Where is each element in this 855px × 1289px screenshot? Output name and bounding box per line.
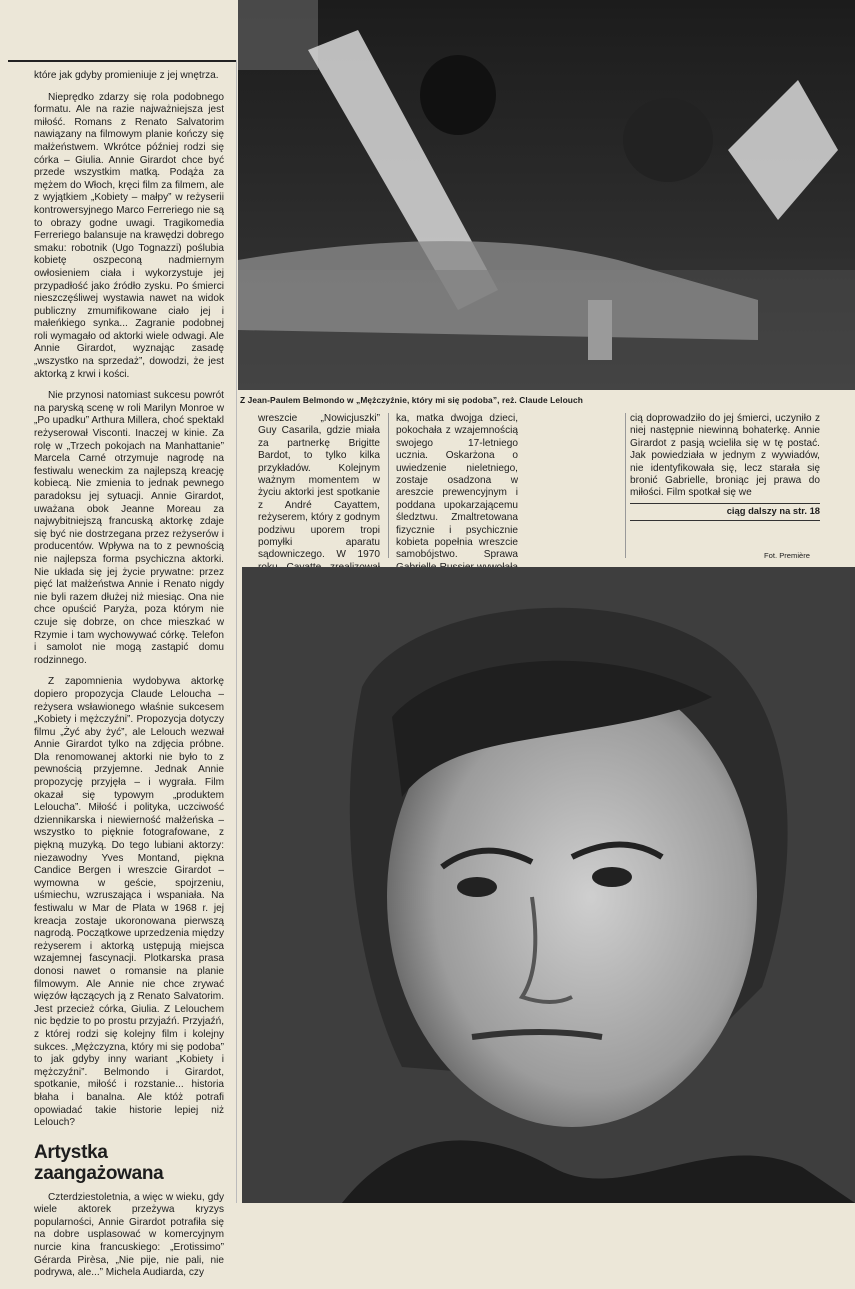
paragraph: Nieprędko zdarzy się rola podobnego formatu. Ale na razie najważniejsza jest miłość. Romans z Renato Salvatorim nawiązany na filmowym planie kończy się małżeństwem. Wkrótce później rodzi się córka – Giulia. Annie Girardot chce być przede wszystkim matką. Podąża za mężem do Włoch, kręci film za filmem, ale z wyjątkiem „Kobiety – małpy” w reżyserii kontrowersyjnego Marco Ferreriego nie są to obrazy godne uwagi. Tragikomedia Ferreriego balansuje na krawędzi dobrego smaku: robotnik (Ugo Tognazzi) poślubia kobietę oszpeconą nadmiernym owłosieniem ciała i wykorzystuje jej przypadłość jako źródło zysku. Po śmierci nieszczęśliwej wystawia nawet na widok publiczny zmumifikowane ciało jej i małeńkiego synka... Zagranie podobnej roli wymagało od aktorki wiele odwagi. Ale Annie Girardot, wyznając zasadę „wszystko na sprzedaż”, dowodzi, że jest aktorką z krwi i kości. (34, 91, 224, 380)
paragraph: cią doprowadziło do jej śmierci, uczyniło z niej następnie niewinną bohaterkę. Annie Girardot z pasją wcieliła się w tę postać. Jak powiedziała w jednym z wywiadów, nie identyfikowała się, lecz starała się bronić Gabrielle, broniąc jej prawa do miłości. Film spotkał się we (630, 413, 820, 499)
continued-note: ciąg dalszy na str. 18 (726, 505, 820, 516)
article-column-right (630, 413, 820, 500)
continued-rule-top (630, 503, 820, 504)
paragraph: ka, matka dwojga dzieci, pokochała z wzajemnością swojego 17-letniego ucznia. Oskarżona o uwiedzenie nieletniego, zostaje osadzona w areszcie prewencyjnym i poddana upokarzającemu śledztwu. Zmaltretowana fizycznie i psychicznie kobieta popełnia wreszcie samobójstwo. Sprawa (396, 413, 518, 561)
paragraph: Czterdziestoletnia, a więc w wieku, gdy wiele aktorek przeżywa kryzys popularności, Annie Girardot potrafiła się na dobre usplasować w komercyjnym nurcie kina francuskiego: „Erotissimo” Gérarda Pirèsa, „Nie pije, nie pali, nie podrywa, ale...” Michela Audiarda, czy (34, 1191, 224, 1279)
photo-caption: Z Jean-Paulem Belmondo w „Mężczyźnie, który mi się podoba”, reż. Claude Lelouch (240, 395, 583, 405)
continued-rule-bottom (630, 520, 820, 521)
photo-bottom-portrait (242, 567, 855, 1203)
column-divider (236, 60, 237, 1203)
article-column-left (34, 70, 224, 1289)
photo-credit: Fot. Première (764, 551, 810, 560)
paragraph: Nie przynosi natomiast sukcesu powrót na paryską scenę w roli Marilyn Monroe w „Po upadku” Arthura Millera, choć spektakl reżyserował Visconti. Inaczej w kinie. Za rolę w „Trzech pokojach na Manhattanie” Marcela Carné otrzymuje nagrodę na festiwalu weneckim za najlepszą kreację kobiecą. Nie zmienia to jednak pewnego paradoksu jej sytuacji. Annie Girardot, uważana obok Jeanne Moreau za najwybitniejszą francuską aktorkę zdaje się być nie dostrzegana przez reżyserów i producentów. Wpływa na to z pewnością nie najlepsza forma psychiczna aktorki. Nie układa się jej życie prywatne: przez pięć lat małżeństwa Annie i Renato nigdy nie byli razem dłużej niż miesiąc. Ona nie chce opuścić Paryża, poza którym nie czuje się dobrze, on chce mieszkać w Rzymie i tam wychowywać córkę. Telefon i samolot nie mogą zastąpić domu rodzinnego. (34, 390, 224, 666)
column-divider (625, 413, 626, 558)
paragraph: które jak gdyby promieniuje z jej wnętrza. (34, 70, 219, 81)
subheading: Artystka zaangażowana (34, 1141, 164, 1184)
paragraph: wreszcie „Nowicjuszki” Guy Casarila, gdzie miała za partnerkę Brigitte Bardot, to tylko kilka przykładów. Kolejnym ważnym momentem w życiu aktorki jest spotkanie z André Cayattem, reżyserem, który z godnym podziwu uporem tropi pomyłki aparatu sądowniczego. W 1970 (258, 413, 380, 561)
header-rule (8, 60, 236, 62)
column-divider (388, 413, 389, 558)
photo-top-deckchairs (238, 0, 855, 390)
article-middle-columns (258, 413, 658, 563)
paragraph: Z zapomnienia wydobywa aktorkę dopiero propozycja Claude Lelouchа – reżysera wsławionego właśnie sukcesem „Kobiety i mężczyźni”. Propozycja dotyczy filmu „Żyć aby żyć”, ale Lelouch wezwał Annie Girardot tylko na zdjęcia próbne. Dla renomowanej aktorki nie było to z pewnością przyjemne. Jednak Annie propozycję przyjęła – i wygrała. Film okazał się typowym „produktem Leloucha”. Miłość i polityka, uczciwość dziennikarska i niewierność małżeńska – wszystko to pięknie fotografowane, z piękną muzyką. Do tego lubiani aktorzy: niezawodny Yves Montand, piękna Candice Bergen i wreszcie Girardot – wymowna w geście, spojrzeniu, uśmiechu, wzruszająca i wspaniała. Na festiwalu w Mar de Plata w 1968 r. jej kreacja zostaje ukoronowana pierwszą nagrodą. Początkowe uprzedzenia między reżyserem i aktorką ustępują miejsca wzajemnej fascynacji. Plotkarska prasa donosi nawet o romansie na planie filmowym. Ale Annie nie chce zrywać więzów łączących ją z Renato Salvatorim. Jest przecież córka, Giulia. Z Lelouchem nic będzie to po prostu przyjaźń. Przyjaźń, z której rodzi się kolejny film i kolejny sukces. „Mężczyzna, który mi się podoba” to jak gdyby inny wariant „Kobiety i mężczyźni”. Belmondo i Girardot, spotkanie, miłość i rozstanie... historia błaha i banalna. Ale któż potrafi opowiadać takie historie lepiej niż Lelouch? (34, 676, 224, 1129)
